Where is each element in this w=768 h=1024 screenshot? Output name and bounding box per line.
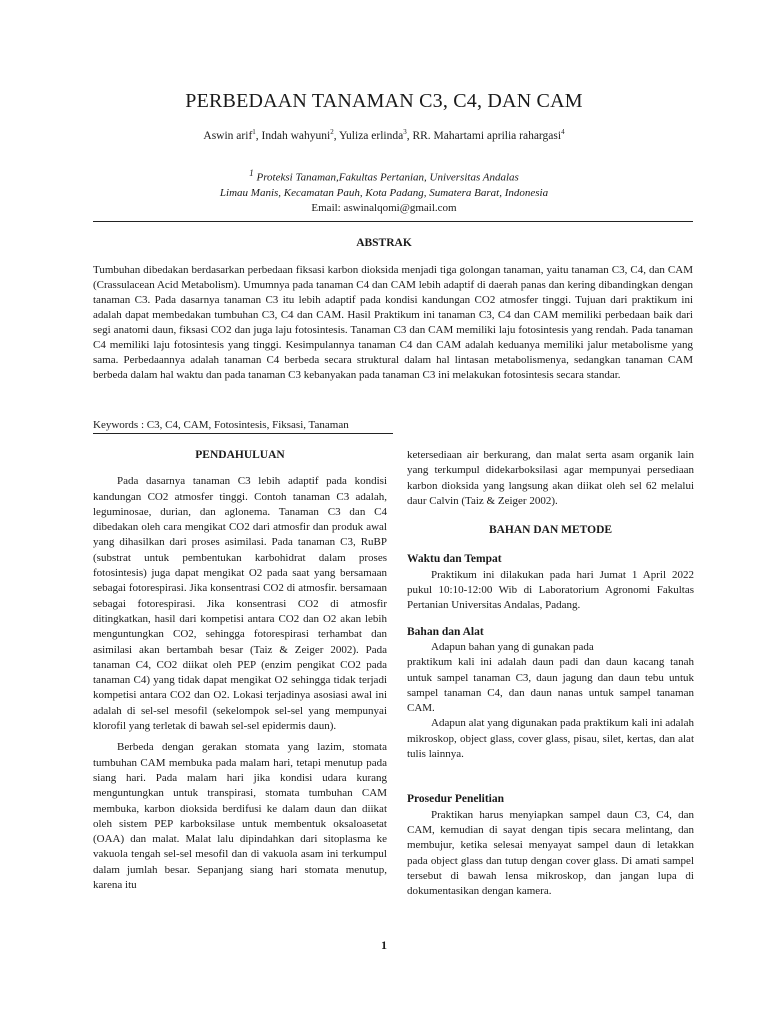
spacer: [407, 538, 694, 552]
author-name: RR. Mahartami aprilia rahargasi: [412, 129, 562, 142]
methods-paragraph: Praktikan harus menyiapkan sampel daun C3, C4, dan CAM, kemudian di sayat dengan tipis secara melintang, dan membujur, ketika selesai menyayat sampel daun di letakkan pada object glass dan tutup dengan cover glass. Di amati sampel tersebut di bawah lensa mikroskop, dan jangan lupa di dokumentasikan dengan kamera.: [407, 808, 694, 898]
section-heading-pendahuluan: PENDAHULUAN: [195, 449, 285, 461]
author-list: Aswin arif$^1$, Indah wahyuni$^2$, Yuliza erlinda$^3$, RR. Mahartami aprilia rahargasi$^4$: [203, 128, 565, 142]
subsection-heading-prosedur: Prosedur Penelitian: [407, 793, 505, 806]
affiliation-block: [0, 166, 768, 216]
author-name: Indah wahyuni: [261, 129, 331, 142]
keywords-line: Keywords : C3, C4, CAM, Fotosintesis, Fiksasi, Tanaman: [93, 419, 349, 431]
methods-paragraph: praktikum kali ini adalah daun padi dan daun kacang tanah untuk sampel tanaman C3, daun jagung dan daun tebu untuk sampel tanaman C4, dan daun nanas untuk sampel tanaman CAM.: [407, 656, 694, 715]
abstract-text: Tumbuhan dibedakan berdasarkan perbedaan fiksasi karbon dioksida menjadi tiga golongan tanaman, yaitu tanaman C3, C4, dan CAM (Crassulacean Acid Metabolism). Umumnya pada tanaman C4 dan CAM lebih adaptif di daerah panas dan kering dibandingkan dengan tanaman C3. Pada dasarnya tanaman C3 itu lebih adaptif pada kondisi kandungan CO2 atmosfer tinggi. Tujuan dari praktikum ini adalah dapat membedakan tumbuhan C3, C4 dan CAM. Hasil Praktikum ini tanaman C3, C4 dan CAM memiliki perbedaan baik dari segi anatomi daun, fiksasi CO2 dan juga laju fotosintesis. Tanaman C3 dan CAM memiliki laju fotosintesis yang rendah. Pada tanaman C4 memiliki laju fotosintesis yang tinggi. Kesimpulannya tanaman C4 dan CAM adalah keduanya memiliki jalur metabolisme yang sama. Perbedaannya adalah tanaman C4 berbeda secara struktural dalam hal lintasan metabolismenya, sedangkan tanaman CAM berbeda dalam hal waktu dan pada tanaman C3 kebanyakan pada tanaman C3 ini melakukan fotosintesis secara standar.: [93, 264, 693, 381]
subsection-heading-waktu: Waktu dan Tempat: [407, 553, 502, 566]
author-affil-mark: 2: [330, 128, 334, 136]
methods-paragraph: Adapun alat yang digunakan pada praktikum kali ini adalah mikroskop, object glass, cover glass, pisau, silet, kertas, dan alat tulis lainnya.: [407, 717, 694, 761]
affiliation-mark: 1: [249, 168, 254, 178]
spacer: [407, 509, 694, 523]
abstract-body: [93, 263, 693, 383]
section-heading-bahan-metode: BAHAN DAN METODE: [488, 524, 613, 537]
right-column: [407, 448, 694, 899]
author-affil-mark: 1: [252, 128, 256, 136]
author-affil-mark: 3: [403, 128, 407, 136]
affiliation-email: Email: aswinalqomi@gmail.com: [311, 201, 457, 214]
affiliation-line: $^1$ Proteksi Tanaman,Fakultas Pertanian, Universitas Andalas: [249, 168, 519, 184]
left-column: [93, 448, 387, 893]
intro-continuation: ketersediaan air berkurang, dan malat serta asam organik lain yang terkumpul didekarboksilasi agar mempunyai persediaan karbon dioksida yang langsung akan diikat oleh sel 62 melalui daur Calvin (Taiz & Zeiger 2002).: [407, 449, 694, 507]
abstract-heading: ABSTRAK: [356, 237, 412, 249]
author-name: Aswin arif: [203, 129, 253, 142]
paper-title: PERBEDAAN TANAMAN C3, C4, DAN CAM: [185, 90, 583, 112]
subsection-heading-bahan: Bahan dan Alat: [407, 625, 484, 638]
header-divider: [93, 221, 693, 222]
author-name: Yuliza erlinda: [339, 129, 404, 142]
intro-paragraph: Pada dasarnya tanaman C3 lebih adaptif pada kondisi kandungan CO2 atmosfer tinggi. Contoh tanaman C3 adalah, leguminosae, durian, dan aglonema. Tanaman C3 dan C4 dibedakan oleh cara mengikat CO2 dari atmosfir dan produk awal yang dihasilkan dari proses asimilasi. Pada tanaman C3, RuBP (substrat untuk pembentukan karbohidrat dalam proses fotosintesis) juga dapat mengikat O2 pada saat yang bersamaan sebagai fotorespirasi. Jika konsentrasi CO2 di atmosfir. bersamaan sebagai fotorespirasi. Jika konsentrasi CO2 di atmosfir ditingkatkan, hasil dari kompetisi antara CO2 dan O2 akan lebih menguntungkan CO2, sehingga fotorespirasi terhambat dan asimilasi akan bertambah besar (Taiz & Zeiger 2002). Pada tanaman C4, CO2 diikat oleh PEP (enzim pengikat CO2 pada tanaman C4) yang tidak dapat mengikat O2 sehingga tidak terjadi kompetisi antara CO2 dan O2. Lokasi terjadinya asosiasi awal ini adalah di sel-sel mesofil (sekelompok sel-sel yang mempunyai klorofil yang terletak di bawah sel-sel epidermis daun).: [93, 475, 387, 733]
spacer: [93, 463, 387, 474]
affiliation-address: Limau Manis, Kecamatan Pauh, Kota Padang, Sumatera Barat, Indonesia: [219, 186, 549, 199]
page-number: 1: [381, 938, 387, 952]
methods-line: Adapun bahan yang di gunakan pada: [431, 640, 594, 653]
keywords-divider: [93, 433, 393, 434]
author-affil-mark: 4: [561, 128, 565, 136]
methods-paragraph: Praktikum ini dilakukan pada hari Jumat 1 April 2022 pukul 10:10-12:00 Wib di Laboratorium Agronomi Fakultas Pertanian Universitas Andalas, Padang.: [407, 568, 694, 612]
intro-paragraph: Berbeda dengan gerakan stomata yang lazim, stomata tumbuhan CAM membuka pada malam hari, tetapi menutup pada siang hari. Pada malam hari jika kondisi udara kurang menguntungkan untuk transpirasi, stomata tumbuhan CAM membuka, karbon dioksida berdifusi ke dalam daun dan diikat oleh sistem PEP karboksilase untuk membentuk oksaloasetat (OAA) dan malat. Malat lalu dipindahkan dari sitoplasma ke vakuola tengah sel-sel mesofil dan di vakuola asam ini terkumpul dalam jumlah besar. Sepanjang siang hari stomata menutup, karena itu: [93, 741, 387, 892]
spacer: [407, 614, 694, 625]
spacer: [407, 762, 694, 792]
